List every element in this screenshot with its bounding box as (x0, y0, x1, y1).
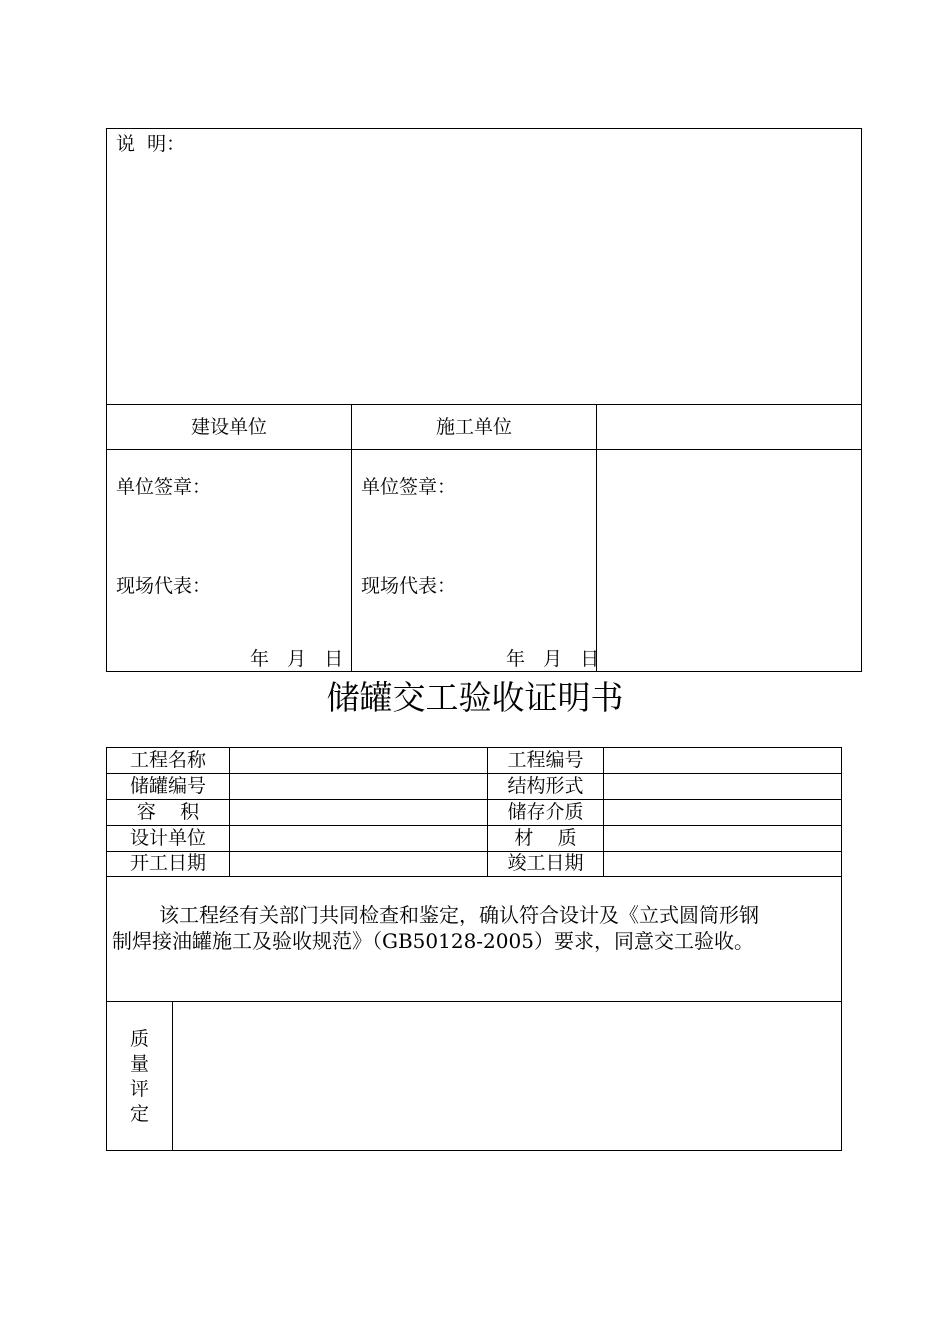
info-table-rule (106, 799, 842, 800)
document-title: 储罐交工验收证明书 (326, 678, 624, 717)
info-table-rule (106, 825, 842, 826)
info-table-rule (106, 773, 842, 774)
project-name-label: 工程名称 (129, 749, 206, 771)
owner-unit-header: 建设单位 (190, 416, 267, 438)
upper-table-rule (106, 404, 862, 405)
contractor-seal-label: 单位签章： (361, 476, 457, 498)
info-table-rule (106, 876, 842, 877)
upper-table-divider (596, 404, 597, 672)
structure-type-label: 结构形式 (507, 775, 584, 797)
volume-label: 容 积 (136, 801, 200, 823)
tank-number-label: 储罐编号 (129, 775, 206, 797)
quality-label-char: 量 (129, 1053, 149, 1075)
design-unit-label: 设计单位 (129, 827, 206, 849)
quality-label-char: 定 (129, 1103, 149, 1125)
project-number-label: 工程编号 (507, 749, 584, 771)
acceptance-statement-line-1: 该工程经有关部门共同检查和鉴定，确认符合设计及《立式圆筒形钢 (159, 903, 759, 927)
material-label: 材 质 (514, 827, 577, 849)
owner-date-field: 年 月 日 (250, 648, 344, 670)
contractor-date-field: 年 月 日 (506, 648, 600, 670)
upper-table-border (106, 128, 862, 672)
owner-representative-label: 现场代表： (116, 575, 212, 597)
acceptance-statement-line-2: 制焊接油罐施工及验收规范》（GB50128-2005）要求，同意交工验收。 (112, 929, 754, 953)
info-table-divider (172, 1001, 173, 1151)
contractor-representative-label: 现场代表： (361, 575, 457, 597)
quality-label-char: 质 (129, 1028, 149, 1050)
info-table-divider (229, 747, 230, 876)
upper-table-rule (106, 449, 862, 450)
info-table-divider (603, 747, 604, 876)
info-table-rule (106, 1001, 842, 1002)
upper-table-divider (351, 404, 352, 672)
completion-date-label: 竣工日期 (507, 852, 584, 874)
quality-label-char: 评 (129, 1078, 149, 1100)
start-date-label: 开工日期 (129, 852, 206, 874)
storage-medium-label: 储存介质 (507, 801, 584, 823)
remarks-label: 说 明： (116, 133, 186, 155)
contractor-unit-header: 施工单位 (435, 416, 512, 438)
owner-seal-label: 单位签章： (116, 476, 212, 498)
